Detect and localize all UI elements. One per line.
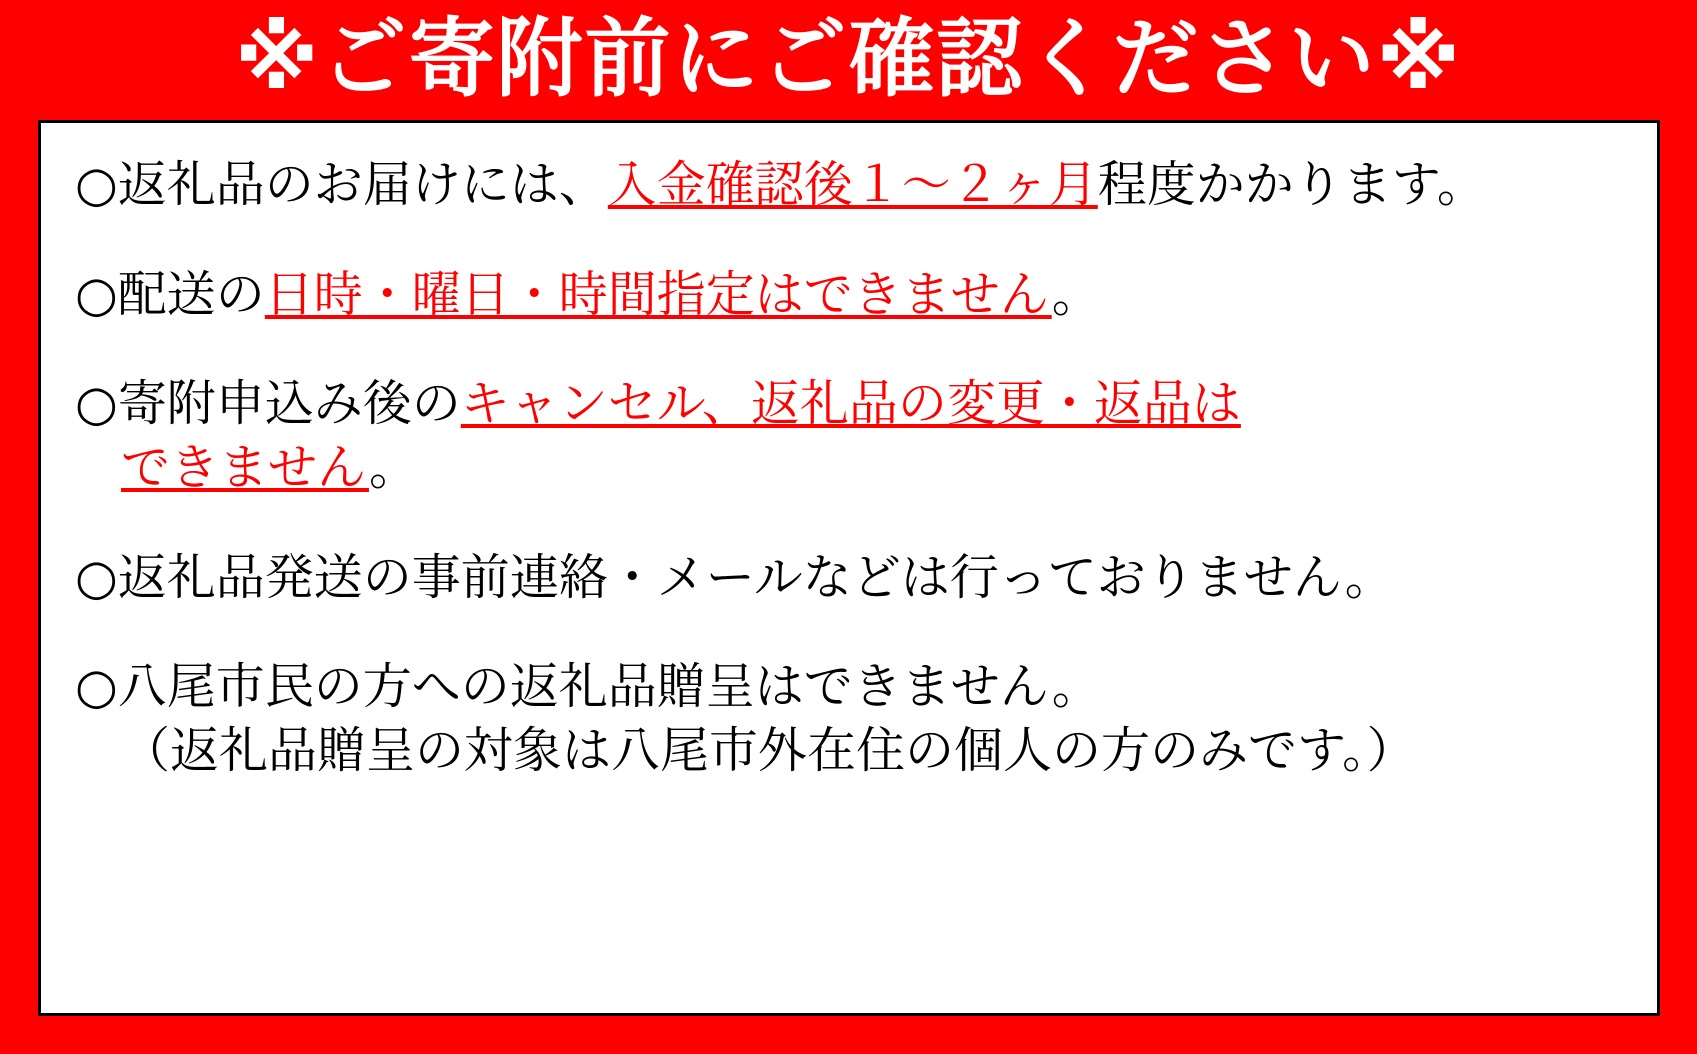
notice-list <box>75 153 1623 783</box>
notice-text-plain: 配送の <box>117 265 265 323</box>
notice-body <box>38 120 1660 1016</box>
notice-text-plain: 。 <box>1051 265 1101 323</box>
notice-item <box>75 546 1623 610</box>
notice-item-second-line <box>75 719 1623 783</box>
notice-text-emphasis: 入金確認後１～２ヶ月 <box>607 156 1098 213</box>
notice-item-second-line <box>75 436 1623 500</box>
notice-text-emphasis: 日時・曜日・時間指定はできません <box>264 265 1052 323</box>
notice-bullet: ○ <box>75 265 118 323</box>
notice-text-plain: 寄附申込み後の <box>117 375 461 433</box>
notice-item <box>75 372 1623 499</box>
notice-item <box>75 263 1623 327</box>
notice-text-plain: （返礼品贈呈の対象は八尾市外在住の個人の方のみです。） <box>121 722 1416 780</box>
notice-item <box>75 153 1623 217</box>
notice-text-plain: 。 <box>368 439 418 497</box>
notice-text-plain: 八尾市民の方への返礼品贈呈はできません。 <box>117 658 1101 716</box>
notice-bullet: ○ <box>75 375 118 433</box>
notice-text-emphasis: できません <box>121 439 369 497</box>
notice-bullet: ○ <box>75 658 118 716</box>
notice-bullet: ○ <box>75 156 118 213</box>
notice-text-emphasis: キャンセル、返礼品の変更・返品は <box>460 375 1241 433</box>
notice-item <box>75 655 1623 782</box>
notice-title: ※ご寄附前にご確認ください※ <box>234 9 1463 109</box>
notice-text-plain: 返礼品のお届けには、 <box>117 156 608 213</box>
notice-text-plain: 程度かかります。 <box>1097 156 1486 213</box>
notice-bullet: ○ <box>75 548 118 606</box>
notice-text-plain: 返礼品発送の事前連絡・メールなどは行っておりません。 <box>117 548 1394 606</box>
